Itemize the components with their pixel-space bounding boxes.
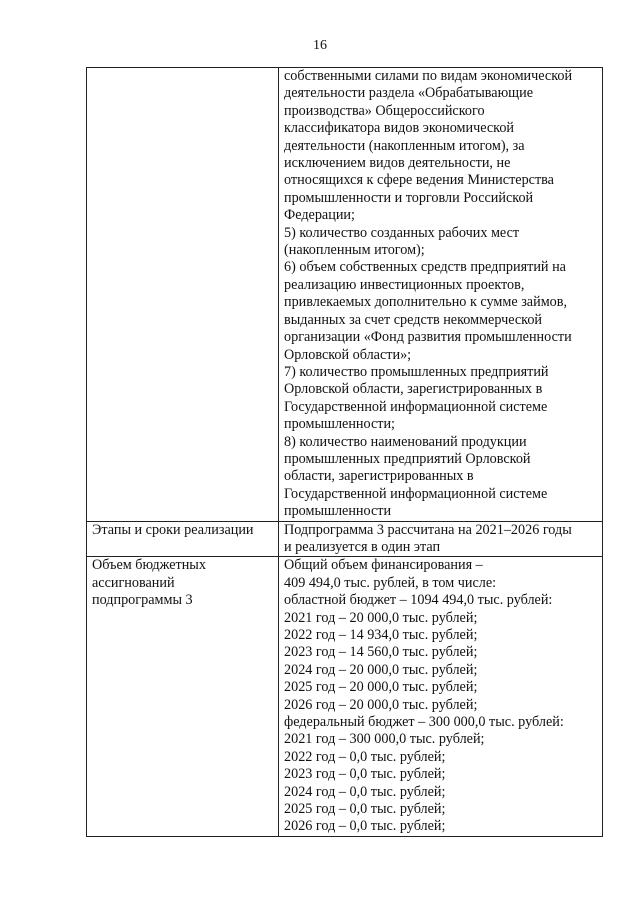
content-line: 2021 год – 300 000,0 тыс. рублей;: [284, 731, 485, 748]
content-line: 2024 год – 0,0 тыс. рублей;: [284, 783, 446, 800]
content-line: 2022 год – 0,0 тыс. рублей;: [284, 748, 446, 765]
content-line: деятельности (накопленным итогом), за: [284, 137, 525, 154]
content-line: 7) количество промышленных предприятий: [284, 363, 549, 380]
content-line: Государственной информационной системе: [284, 398, 548, 415]
row-label-cell: [87, 521, 279, 557]
content-line: Федерации;: [284, 207, 355, 224]
content-line: Общий объем финансирования –: [284, 557, 483, 574]
content-line: 2026 год – 0,0 тыс. рублей;: [284, 818, 446, 835]
content-line: реализацию инвестиционных проектов,: [284, 276, 525, 293]
content-line: 8) количество наименований продукции: [284, 433, 527, 450]
content-line: 2021 год – 20 000,0 тыс. рублей;: [284, 609, 478, 626]
content-line: деятельности раздела «Обрабатывающие: [284, 85, 533, 102]
content-line: промышленности;: [284, 416, 395, 433]
page-number: 16: [313, 38, 327, 53]
content-line: 2025 год – 20 000,0 тыс. рублей;: [284, 679, 478, 696]
content-line: 2022 год – 14 934,0 тыс. рублей;: [284, 627, 478, 643]
content-line: и реализуется в один этап: [284, 538, 441, 555]
content-line: промышленных предприятий Орловской: [284, 450, 531, 467]
content-line: собственными силами по видам экономической: [284, 68, 573, 84]
content-line: производства» Общероссийского: [284, 102, 485, 119]
content-line: Подпрограмма 3 рассчитана на 2021–2026 годы: [284, 521, 572, 538]
content-line: 6) объем собственных средств предприятий на: [284, 259, 566, 276]
label-line: Этапы и сроки реализации: [92, 521, 254, 538]
content-line: 5) количество созданных рабочих мест: [284, 224, 520, 241]
content-line: 409 494,0 тыс. рублей, в том числе:: [284, 574, 497, 591]
content-line: области, зарегистрированных в: [284, 468, 474, 485]
label-line: подпрограммы 3: [92, 592, 193, 609]
content-line: Орловской области, зарегистрированных в: [284, 381, 543, 398]
row-label-cell: [87, 68, 279, 522]
content-line: 2024 год – 20 000,0 тыс. рублей;: [284, 661, 478, 678]
row-label-cell: [87, 557, 279, 837]
label-line: Объем бюджетных: [92, 557, 206, 574]
content-line: 2023 год – 14 560,0 тыс. рублей;: [284, 644, 478, 661]
content-line: привлекаемых дополнительно к сумме займов,: [284, 294, 568, 311]
content-line: 2023 год – 0,0 тыс. рублей;: [284, 766, 446, 783]
content-line: 2026 год – 20 000,0 тыс. рублей;: [284, 696, 478, 713]
table-row: [87, 557, 603, 837]
table-body: [87, 68, 603, 837]
content-line: организации «Фонд развития промышленности: [284, 329, 572, 346]
content-line: выданных за счет средств некоммерческой: [284, 311, 543, 328]
label-line: ассигнований: [92, 574, 175, 591]
table-row: [87, 68, 603, 522]
content-line: 2025 год – 0,0 тыс. рублей;: [284, 801, 446, 818]
content-line: промышленности: [284, 503, 392, 520]
content-line: Государственной информационной системе: [284, 485, 548, 502]
content-line: классификатора видов экономической: [284, 120, 515, 137]
content-line: федеральный бюджет – 300 000,0 тыс. рублей:: [284, 714, 564, 731]
content-line: относящихся к сфере ведения Министерства: [284, 172, 554, 189]
content-line: промышленности и торговли Российской: [284, 189, 534, 206]
row-content-cell: [279, 521, 603, 557]
row-content-cell: [279, 557, 603, 837]
passport-table: [86, 67, 603, 837]
table-row: [87, 521, 603, 557]
row-content-cell: [279, 68, 603, 522]
content-line: исключением видов деятельности, не: [284, 155, 511, 172]
content-line: областной бюджет – 1094 494,0 тыс. рублей:: [284, 592, 553, 609]
content-line: Орловской области»;: [284, 346, 412, 363]
content-line: (накопленным итогом);: [284, 242, 425, 259]
